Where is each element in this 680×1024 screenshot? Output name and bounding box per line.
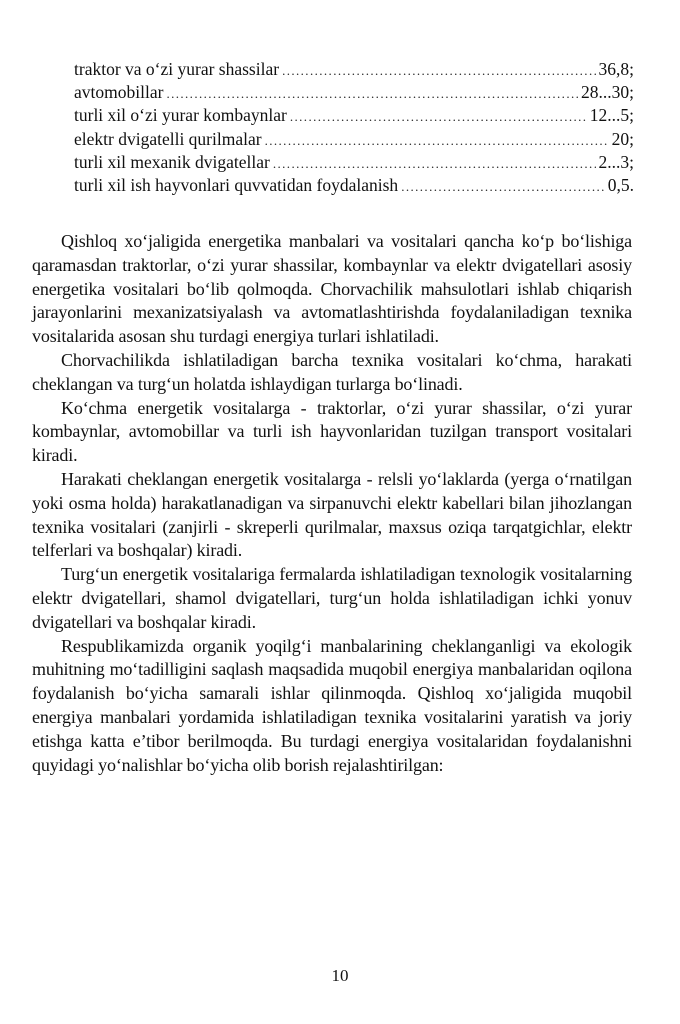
list-item <box>74 128 634 151</box>
list-item-label: turli xil o‘zi yurar kombaynlar <box>74 105 287 126</box>
list-item-label: elektr dvigatelli qurilmalar <box>74 128 262 149</box>
dot-leader <box>166 82 578 105</box>
list-item <box>74 58 634 81</box>
list-item-value: 20; <box>611 128 634 149</box>
page-number: 10 <box>331 966 349 985</box>
list-item-label: traktor va o‘zi yurar shassilar <box>74 59 280 79</box>
list-item-value: 28...30; <box>581 82 634 103</box>
paragraph: Turg‘un energetik vositalariga fermalarda ishlatiladigan texnologik vositalarning elektr dvigatellari, shamol dvigatellari, turg‘un holda ishlatiladigan ichki yonuv dvigatellari va boshqalar kiradi. <box>32 564 632 632</box>
paragraph: Chorvachilikda ishlatiladigan barcha texnika vositalari ko‘chma, harakati cheklangan va turg‘un holatda ishlaydigan turlarga bo‘linadi. <box>32 349 632 394</box>
list-item <box>74 174 634 197</box>
list-item-value: 36,8; <box>598 59 634 79</box>
list-item <box>74 81 634 104</box>
paragraph: Ko‘chma energetik vositalarga - traktorlar, o‘zi yurar shassilar, o‘zi yurar kombaynlar, avtomobillar va turli ish hayvonlaridan tuzilgan transport vositalari kiradi. <box>32 397 632 466</box>
list-item-label: turli xil ish hayvonlari quvvatidan foydalanish <box>74 174 399 195</box>
dot-leader <box>265 129 609 152</box>
dot-leader <box>401 175 605 198</box>
list-item-label: avtomobillar <box>74 82 164 103</box>
dot-leader <box>282 59 595 82</box>
paragraph: Harakati cheklangan energetik vositalarga - relsli yo‘laklarda (yerga o‘rnatilgan yoki osma holda) harakatlanadigan va sirpanuvchi elektr kabellari bilan jihozlangan texnika vositalari (zanjirli - skreperli qurilmalar, maxsus oziqa tarqatgichlar, elektr telferlari va boshqalar) kiradi. <box>32 468 632 561</box>
body-text <box>32 230 632 777</box>
list-item-value: 0,5. <box>607 174 634 195</box>
list-item-value: 12...5; <box>589 105 634 126</box>
dot-leader <box>273 152 596 175</box>
list-item <box>74 151 634 174</box>
list-item-value: 2...3; <box>598 151 634 172</box>
list-item <box>74 104 634 127</box>
paragraph: Qishloq xo‘jaligida energetika manbalari va vositalari qancha ko‘p bo‘lishiga qaramasdan traktorlar, o‘zi yurar shassilar, kombaynlar va elektr dvigatellari asosiy energetika vositalari bo‘lib qolmoqda. Chorvachilik mahsulotlari ishlab chiqarish jarayonlarini mexanizatsiyalash va avtomatlashtirishda foydalaniladigan texnika vositalarida asosan shu turdagi energiya turlari ishlatiladi. <box>32 231 632 347</box>
power-share-list <box>74 58 634 197</box>
paragraph: Respublikamizda organik yoqilg‘i manbalarining cheklanganligi va ekologik muhitning mo‘tadilligini saqlash maqsadida muqobil energiya manbalaridan oqilona foydalanish bo‘yicha samarali ishlar qilinmoqda. Qishloq xo‘jaligida muqobil energiya manbalari yordamida ishlatiladigan texnika vositalarini yaratish va joriy etishga katta e’tibor berilmoqda. Bu turdagi energiya vositalaridan foydalanishni quyidagi yo‘nalishlar bo‘yicha olib borish rejalashtirilgan: <box>32 635 632 775</box>
list-item-label: turli xil mexanik dvigatellar <box>74 151 270 172</box>
dot-leader <box>290 105 587 128</box>
